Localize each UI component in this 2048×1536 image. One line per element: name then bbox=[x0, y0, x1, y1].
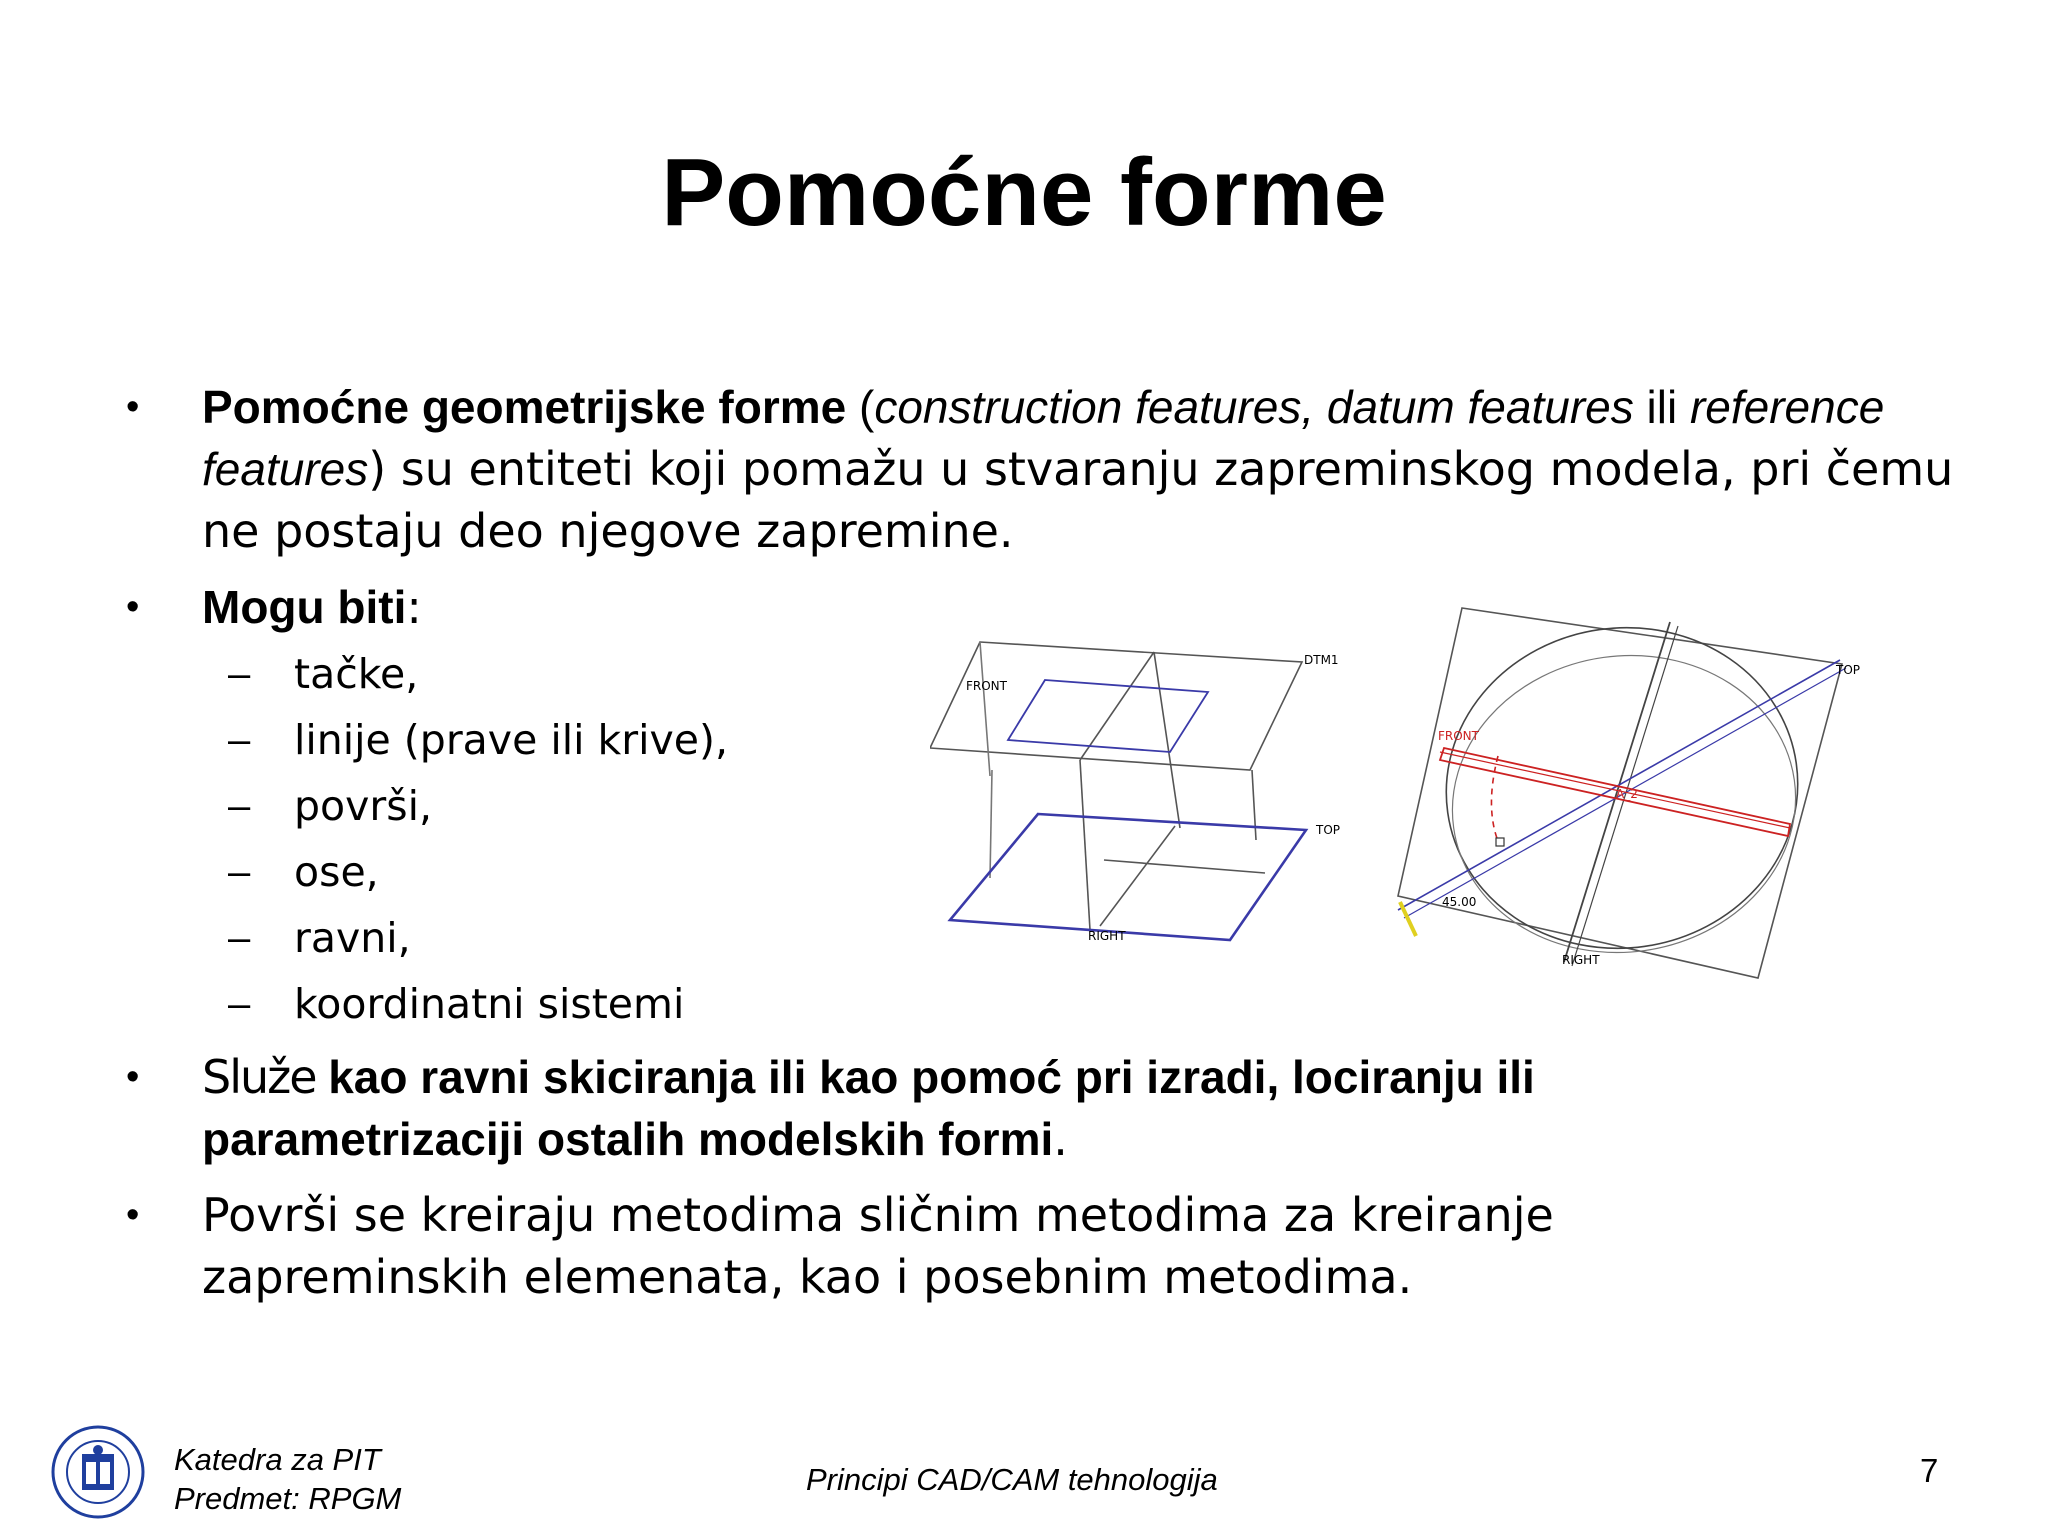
bullet-marker: • bbox=[126, 1056, 140, 1098]
bullet-1-text bbox=[202, 376, 1982, 562]
sub-item-text: tačke, bbox=[294, 650, 419, 698]
top-plane-divider bbox=[1104, 860, 1265, 873]
label-front: FRONT bbox=[966, 679, 1007, 693]
front-plane-inner bbox=[1008, 680, 1208, 752]
bullet-1-italic-2: reference features bbox=[202, 381, 1885, 495]
bullet-1-bold: Pomoćne geometrijske forme bbox=[202, 381, 847, 433]
footer-course: Principi CAD/CAM tehnologija bbox=[806, 1462, 1218, 1497]
front-plane-edge bbox=[1154, 652, 1180, 828]
label-right: RIGHT bbox=[1562, 953, 1600, 967]
label-front: FRONT bbox=[1438, 729, 1479, 743]
label-angle: 45.00 bbox=[1442, 895, 1477, 909]
label-dtm1: DTM1 bbox=[1304, 653, 1339, 667]
datum-planes-figure bbox=[930, 630, 1350, 950]
label-top: TOP bbox=[1836, 663, 1861, 677]
front-plane-edge bbox=[1080, 760, 1090, 930]
footer-dept: Katedra za PIT bbox=[174, 1442, 381, 1477]
sub-item-text: ose, bbox=[294, 848, 379, 896]
right-plane-edge bbox=[1252, 770, 1256, 840]
footer-department bbox=[174, 1440, 401, 1518]
angle-dimension-arc bbox=[1491, 756, 1500, 846]
bullet-2-rest: : bbox=[406, 580, 422, 634]
sub-dash: – bbox=[228, 718, 251, 762]
label-axis: A_2 bbox=[1616, 787, 1638, 801]
sub-item-text: koordinatni sistemi bbox=[294, 980, 685, 1028]
bullet-3-rest: . bbox=[1053, 1112, 1068, 1166]
bullet-marker: • bbox=[126, 1194, 140, 1236]
footer-subject: Predmet: RPGM bbox=[174, 1481, 402, 1516]
bullet-1-open-paren: ( bbox=[846, 381, 875, 433]
label-right: RIGHT bbox=[1088, 929, 1126, 943]
sub-dash: – bbox=[228, 982, 251, 1026]
right-plane-edge bbox=[990, 770, 992, 878]
front-plane-edge bbox=[1080, 652, 1154, 760]
sub-item-text: ravni, bbox=[294, 914, 411, 962]
bullet-1-rest: ) su entiteti koji pomažu u stvaranju zapreminskog modela, pri čemu ne postaju deo njegove zapremine. bbox=[202, 442, 1954, 558]
bullet-2-bold: Mogu biti bbox=[202, 581, 407, 633]
sub-item-text: linije (prave ili krive), bbox=[294, 716, 729, 764]
slide-title: Pomoćne forme bbox=[661, 139, 1387, 246]
logo-book-page bbox=[100, 1462, 110, 1484]
university-logo bbox=[50, 1424, 146, 1520]
rotated-datum-figure bbox=[1380, 600, 1900, 990]
label-top: TOP bbox=[1316, 823, 1341, 837]
coordinate-arrow-icon bbox=[1400, 902, 1416, 936]
bullet-3-normal: Služe bbox=[202, 1050, 329, 1104]
bullet-3-text bbox=[202, 1046, 1842, 1170]
bullet-1-italic-1: construction features, datum features bbox=[874, 381, 1634, 433]
bullet-4-text: Površi se kreiraju metodima sličnim metodima za kreiranje zapreminskih elemenata, kao i posebnim metodima. bbox=[202, 1188, 1554, 1304]
dimension-marker-icon bbox=[1496, 838, 1504, 846]
logo-gear-icon bbox=[93, 1445, 103, 1455]
bullet-3-bold: kao ravni skiciranja ili kao pomoć pri izradi, lociranju ili parametrizaciji ostalih modelskih formi bbox=[202, 1051, 1535, 1165]
sub-item-text: površi, bbox=[294, 782, 433, 830]
sub-dash: – bbox=[228, 850, 251, 894]
sub-dash: – bbox=[228, 784, 251, 828]
bullet-marker: • bbox=[126, 586, 140, 628]
bullet-marker: • bbox=[126, 386, 140, 428]
top-plane-divider bbox=[1100, 826, 1175, 926]
top-plane-line bbox=[1398, 660, 1840, 910]
front-plane-edge bbox=[980, 642, 990, 776]
top-plane bbox=[950, 814, 1306, 940]
bullet-1-mid: ili bbox=[1633, 381, 1690, 433]
logo-book-page bbox=[86, 1462, 96, 1484]
sub-dash: – bbox=[228, 916, 251, 960]
sub-dash: – bbox=[228, 652, 251, 696]
dtm1-plane bbox=[930, 642, 1302, 770]
page-number: 7 bbox=[1920, 1452, 1939, 1489]
